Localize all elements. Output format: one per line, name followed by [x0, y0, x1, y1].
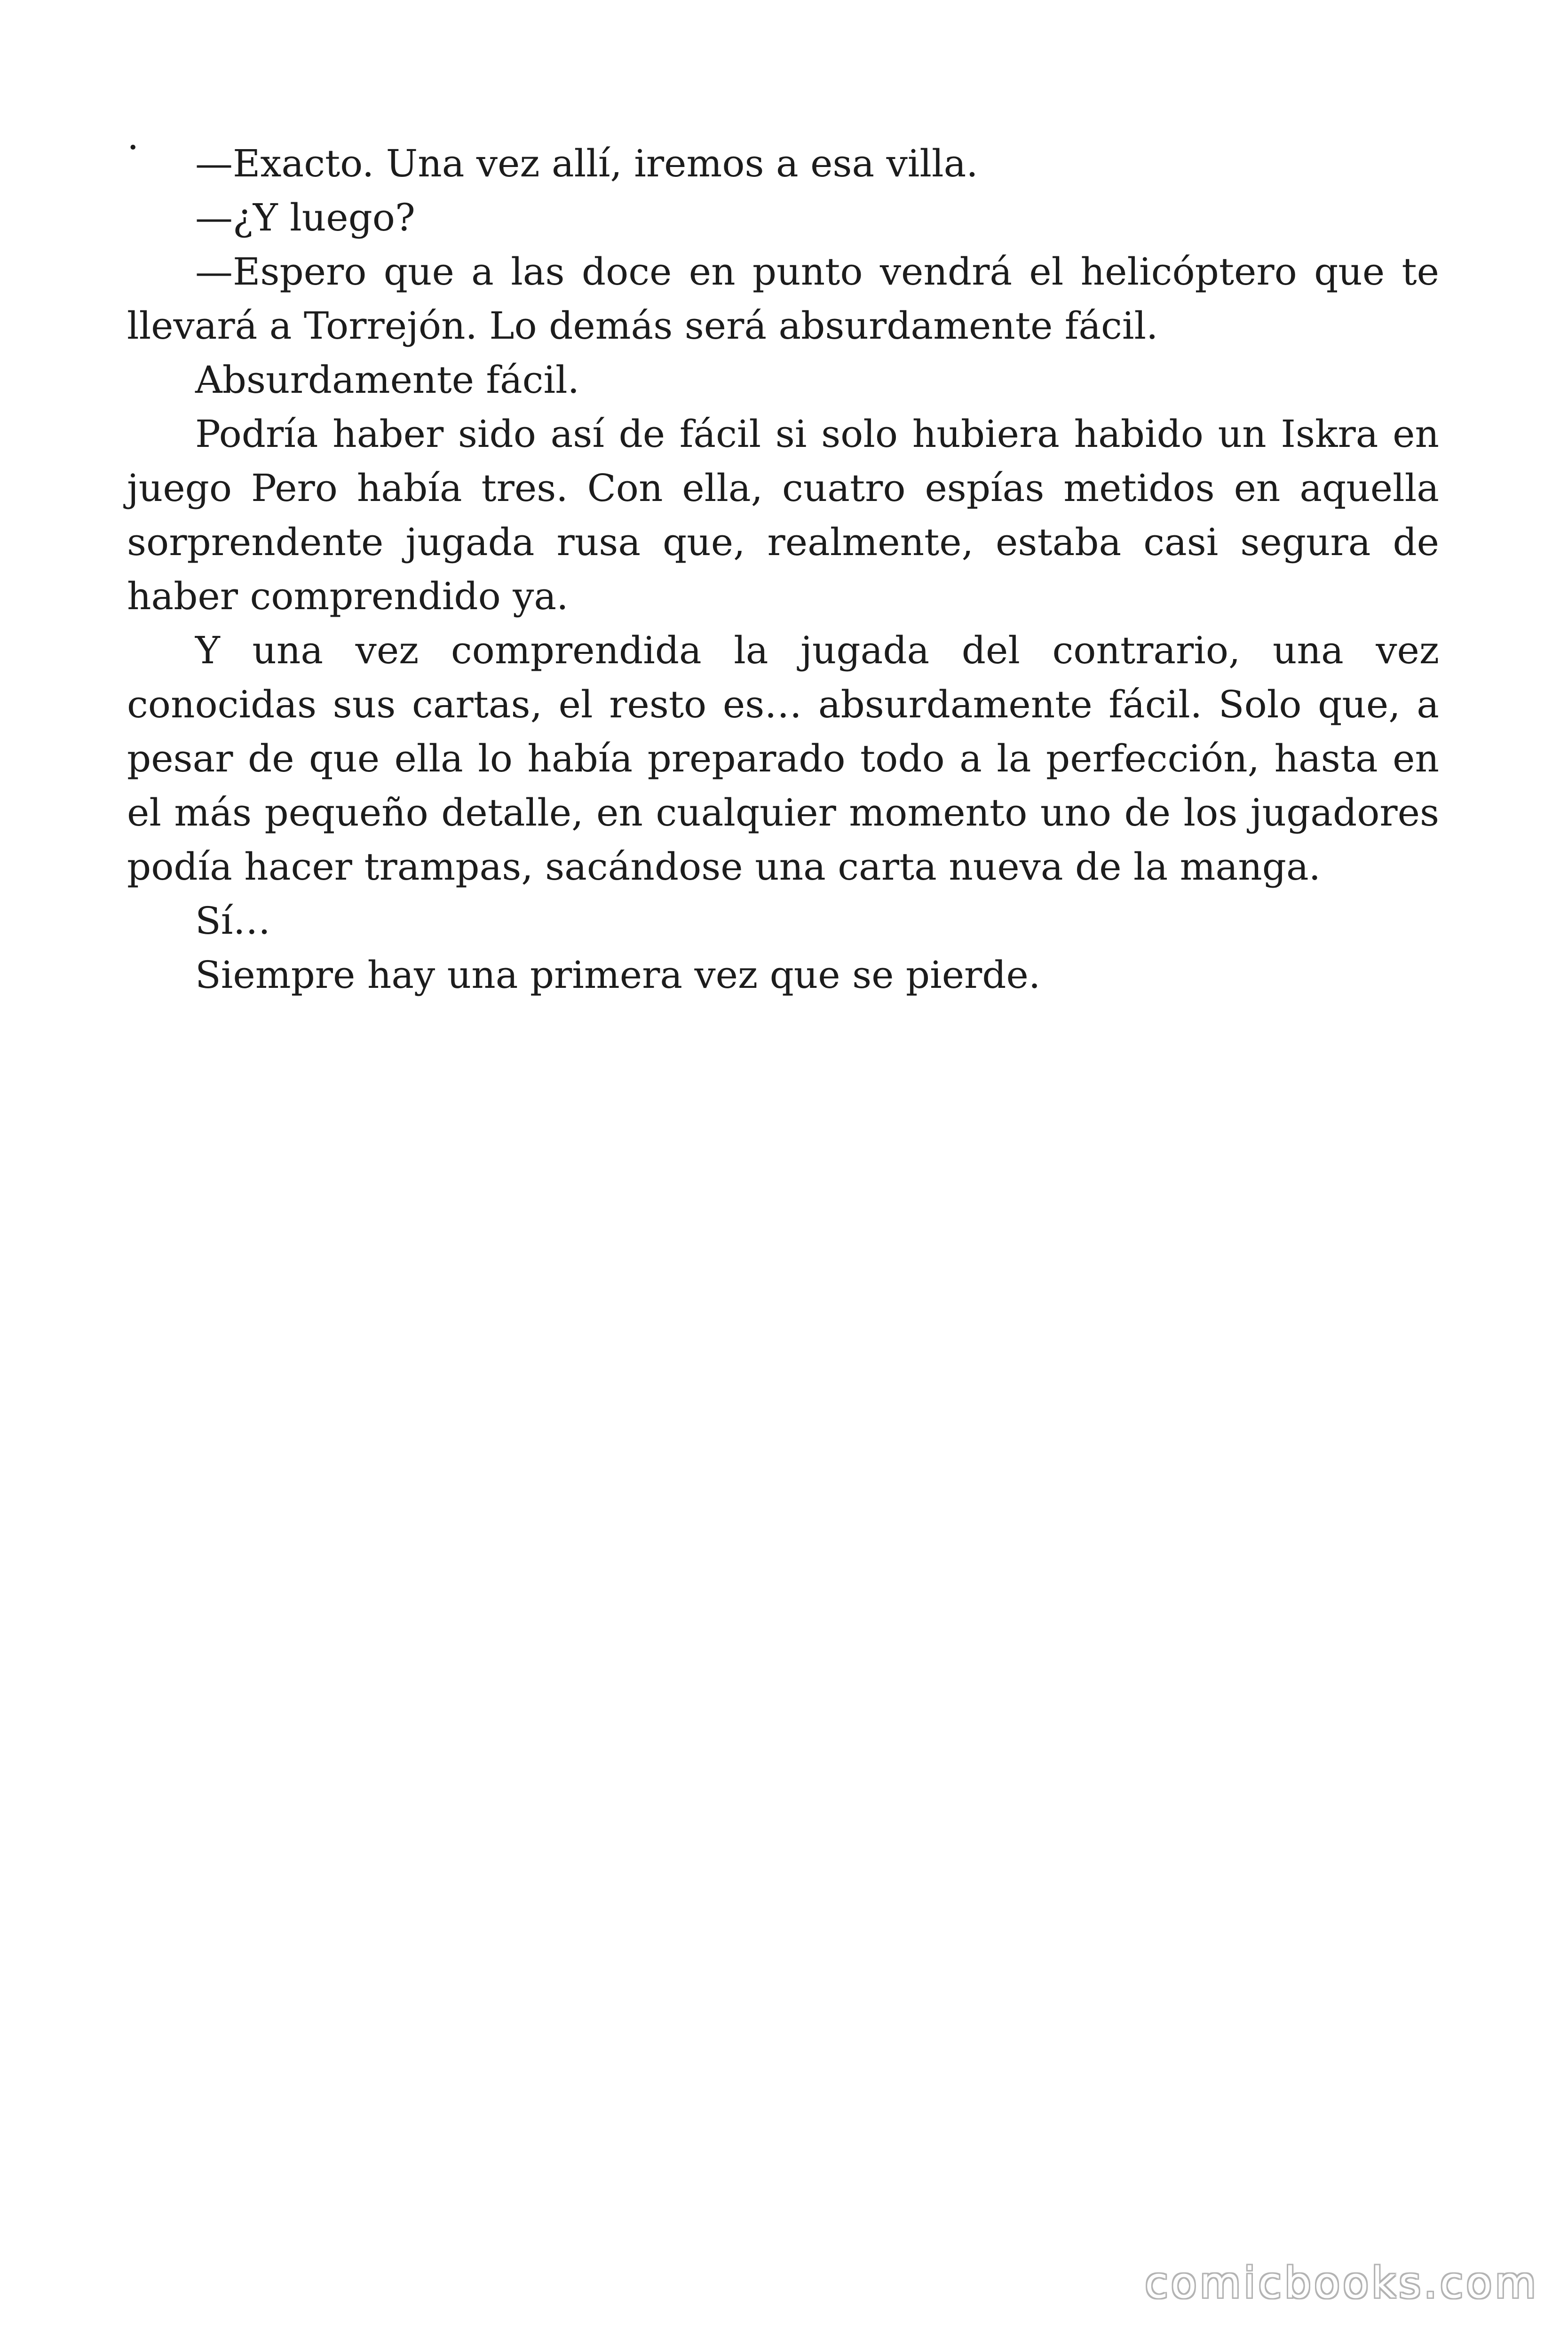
paragraph: —Espero que a las doce en punto vendrá el helicóptero que te llevará a Torrejón. Lo demás será absurdamente fácil.: [127, 250, 1439, 348]
page-text: [127, 114, 1439, 1002]
paragraph: Podría haber sido así de fácil si solo hubiera habido un Iskra en juego Pero había tres. Con ella, cuatro espías metidos en aquella sorprendente jugada rusa que, realmente, estaba casi segura de haber comprendido ya.: [127, 412, 1439, 618]
paragraph: Absurdamente fácil.: [195, 358, 580, 402]
watermark: comicbooks.com: [1145, 2258, 1539, 2308]
lead-mark: .: [127, 114, 139, 158]
paragraph: Siempre hay una primera vez que se pierde.: [195, 953, 1041, 997]
paragraph: —¿Y luego?: [195, 196, 415, 239]
paragraph: Sí…: [195, 899, 271, 943]
paragraph: —Exacto. Una vez allí, iremos a esa villa.: [195, 142, 978, 185]
paragraph: Y una vez comprendida la jugada del contrario, una vez conocidas sus cartas, el resto es… absurdamente fácil. Solo que, a pesar de que ella lo había preparado todo a la perfección, hasta en el más pequeño detalle, en cualquier momento uno de los jugadores podía hacer trampas, sacándose una carta nueva de la manga.: [127, 628, 1439, 889]
